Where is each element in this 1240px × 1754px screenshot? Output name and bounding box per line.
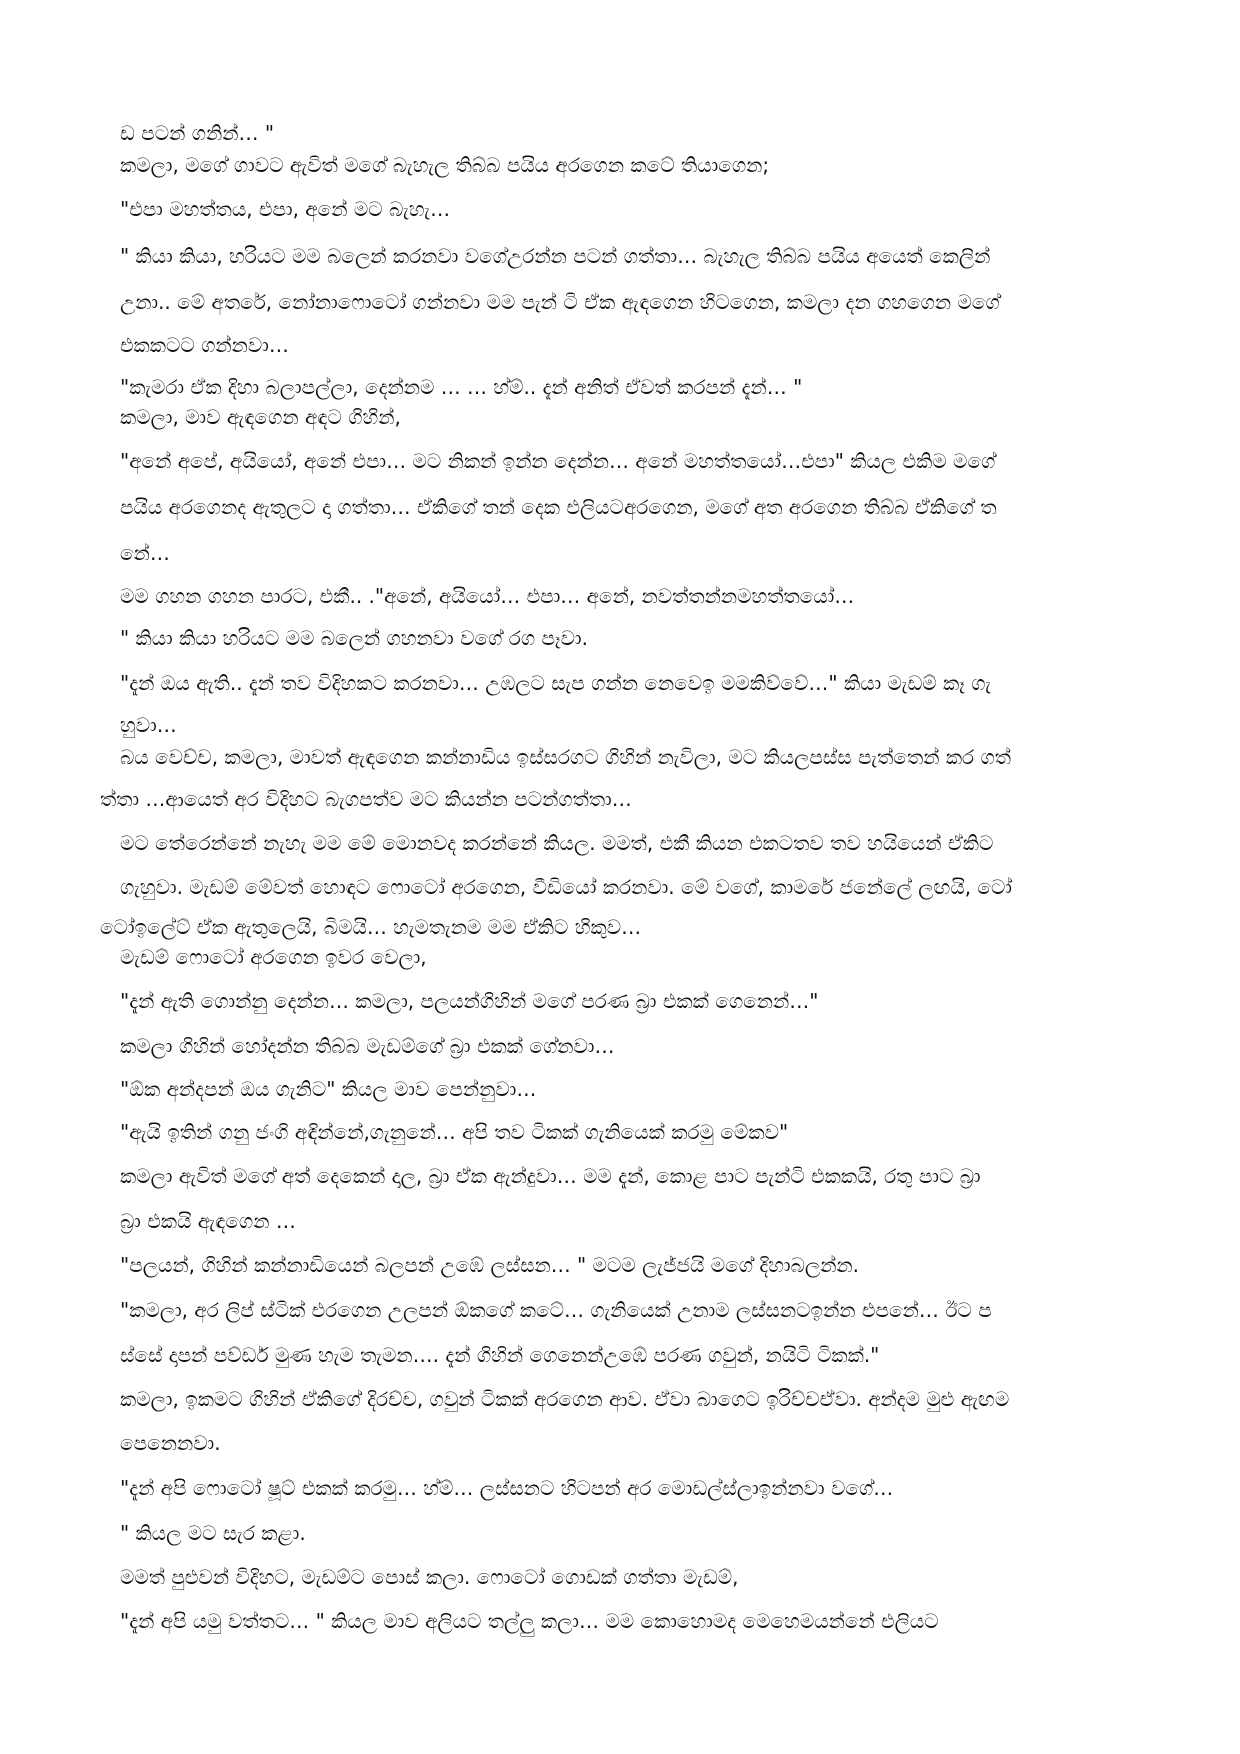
text-line: " කියල මට සැර කළා. <box>120 1521 306 1545</box>
text-line: පයිය අරගෙනද ඇතුලට දා ගත්තා… ඒකිගේ තන් දෙක එලියටඅරගෙන, මගේ අත අරගෙන තිබ්බ ඒකිගේ ත <box>120 495 997 519</box>
text-line: නේ… <box>120 541 170 565</box>
text-line: "දැන් ඔය ඇති.. දැන් තව විදිහකට කරනවා… උඹලට සැප ගන්න නෙවෙඉ මමකිව්වේ…" කියා මැඩම් කෑ ගැ <box>120 671 992 695</box>
text-line: ත්තා …ආයෙත් අර විදිහට බැගපත්ව මට කියන්න පටන්ගත්තා… <box>100 787 632 811</box>
text-line: "දැන් අපි යමු වත්තට… " කියල මාව අලියට තල්ලු කලා… මම කොහොමද මෙහෙමයන්නේ එලියට <box>120 1609 939 1633</box>
text-line: හුවා… <box>120 713 177 737</box>
text-line: උනා.. මේ අතරේ, නෝනාෆොටෝ ගන්නවා මම පැන් ටි ඒක ඇඳගෙන හිටගෙන, කමලා දන ගහගෙන මගේ <box>120 290 1000 314</box>
text-line: " කියා කියා හරියට මම බලෙන් ගහනවා වගේ රග පෑවා. <box>120 626 588 650</box>
text-line: කමලා ඇවිත් මගේ අත් දෙකෙන් දාල, බ්‍රා ඒක ඇන්දුවා… මම දැන්, කොළ පාට පැන්ටි එකකයි, රතු පාට බ්‍රා <box>120 1164 981 1188</box>
text-line: "අනේ අපේ, අයියෝ, අනේ එපා… මට නිකන් ඉන්න දෙන්න… අනේ මහත්තයෝ…එපා" කියල එකිම මගේ <box>120 449 996 473</box>
text-line: "ඕක අන්දපන් ඔය ගැනිට" කියල මාව පෙන්නුවා… <box>120 1077 537 1101</box>
text-line: කමලා, මාව ඇඳගෙන අඳට ගිහින්, <box>120 405 401 429</box>
text-line: කමලා, ඉකමට ගිහින් ඒකිගේ දිරච්ච, ගවුන් ටිකක් අරගෙන ආව. ඒවා බාගෙට ඉරිච්චඒවා. අන්දම මුළු ඇඟම <box>120 1387 1010 1411</box>
text-line: මට තේරෙන්නේ නැහැ මම මේ මොනවද කරන්නේ කියල. මමත්, එකී කියන එකටතව තව හයියෙන් ඒකිට <box>120 831 994 855</box>
text-line: බය වෙච්ච, කමලා, මාවත් ඇඳගෙන කන්නාඩිය ඉස්සරගට ගිහින් නැවිලා, මට කියලපස්ස පැත්තෙන් කර ගත් <box>120 745 1012 769</box>
text-line: මමත් පුළුවන් විදිහට, මැඩම්ට පොස් කලා. ෆොටෝ ගොඩක් ගත්තා මැඩම්, <box>120 1565 739 1589</box>
text-line: "කමලා, අර ලිප් ස්ටික් එරගෙන උලපන් ඕකගේ කටේ… ගැනියෙක් උනාම ලස්සනටඉන්න එපනේ… ඊට ප <box>120 1298 992 1322</box>
text-line: "කැමරා ඒක දිහා බලාපල්ලා, දෙන්නම … … හ්ම්.. දැන් අනිත් ඒවත් කරපන් දැන්… " <box>120 375 803 399</box>
text-line: ගැහුවා. මැඩම් මේවත් හොඳට ෆොටෝ අරගෙන, වීඩියෝ කරනවා. මේ වගේ, කාමරේ ජනේලේ ලඟයි, ටෝ <box>120 875 1013 899</box>
text-line: "එපා මහත්තය, එපා, අනේ මට බැහැ… <box>120 197 451 221</box>
text-line: "දැන් අපි ෆොටෝ ෂූට් එකක් කරමු… හ්ම්… ලස්සනට හිටපන් අර මොඩල්ස්ලාඉන්නවා වගේ… <box>120 1476 894 1500</box>
text-line: මැඩම් ෆොටෝ අරගෙන ඉවර වෙලා, <box>120 945 427 969</box>
text-line: "ඇයි ඉතින් ගනු ජංගි අඳින්නේ,ගැනුනේ… අපි තව ටිකක් ගැනියෙක් කරමු මේකව" <box>120 1120 789 1144</box>
text-line: "පලයන්, ගිහින් කන්නාඩියෙන් බලපන් උඹේ ලස්සන… " මටම ලැජ්ජයි මගේ දිහාබලන්න. <box>120 1253 860 1277</box>
text-line: කමලා ගිහින් හෝදන්න තිබ්බ මැඩම්ගේ බ්‍රා එකක් ගේනවා… <box>120 1034 615 1058</box>
text-line: පෙනෙනවා. <box>120 1431 221 1455</box>
text-line: ඩ පටන් ගනින්… " <box>120 121 275 145</box>
text-line: එකකටට ගන්නවා… <box>120 333 289 357</box>
text-line: "දැන් ඇති ගොන්නු දෙන්න… කමලා, පලයන්ගිහින් මගේ පරණ බ්‍රා එකක් ගෙනෙන්…" <box>120 989 819 1013</box>
text-line: " කියා කියා, හරියට මම බලෙන් කරනවා වගේඋරන්න පටන් ගත්තා… බැහැල තිබ්බ පයිය අයෙත් කෙලින් <box>120 244 991 268</box>
text-line: බ්‍රා එකයි ඇඳගෙන … <box>120 1209 296 1233</box>
text-line: මම ගහන ගහන පාරට, එකී.. ."අනේ, අයියෝ… එපා… අනේ, නවත්තන්නමහත්තයෝ… <box>120 584 855 608</box>
text-line: ටෝඉලේට් ඒක ඇතුලෙයි, බිමයි… හැමතැනම මම ඒකිට හිකුව… <box>100 915 642 939</box>
text-line: ස්සේ දාපන් පව්ඩර් මුණ හැම තැමන…. දැන් ගිහින් ගෙනෙන්උඹේ පරණ ගවුන්, නයිටි ටිකක්." <box>120 1343 880 1367</box>
text-line: කමලා, මගේ ගාවට ඇවිත් මගේ බැහැල තිබ්බ පයිය අරගෙන කටේ තියාගෙන; <box>120 153 770 177</box>
